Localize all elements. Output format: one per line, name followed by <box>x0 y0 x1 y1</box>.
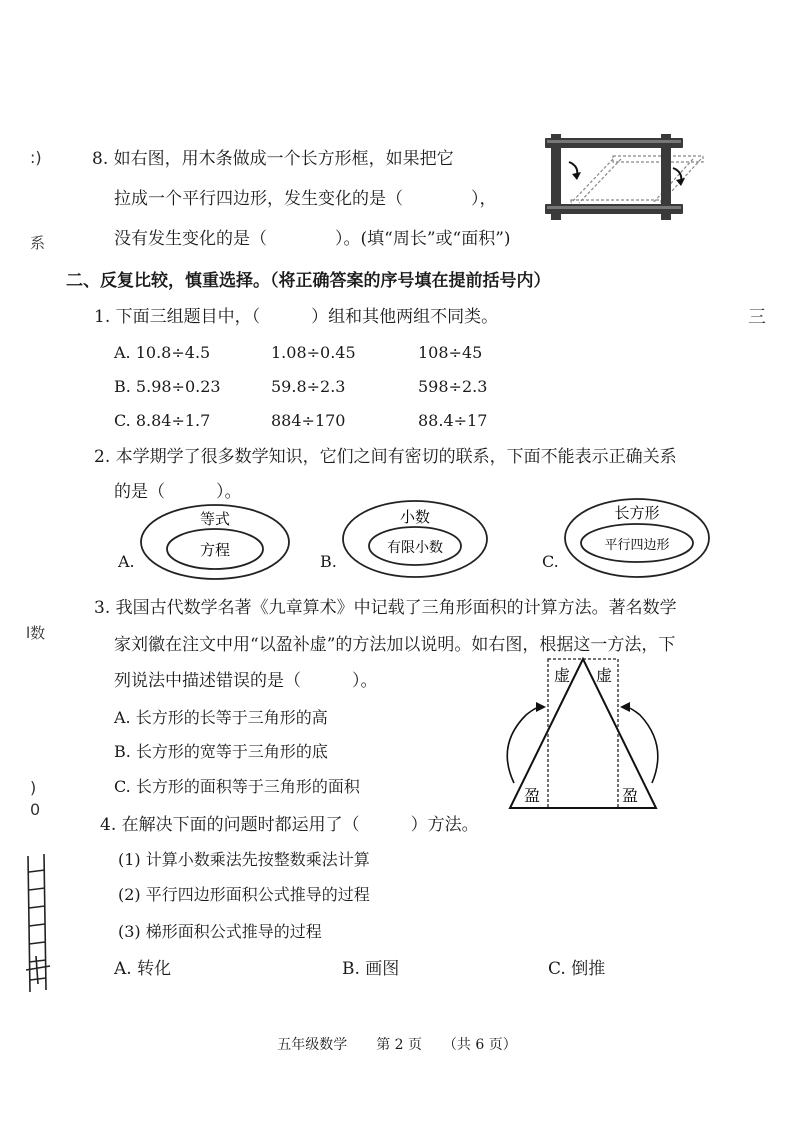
venn-diagram-c <box>562 496 712 580</box>
q1-stem: 1. 下面三组题目中，（ ）组和其他两组不同类。 <box>94 307 499 327</box>
margin-grid-mark <box>24 852 54 997</box>
q1-option: 598÷2.3 <box>418 377 488 396</box>
margin-mark: 系 <box>30 234 46 252</box>
venn-c-inner-label: 平行四边形 <box>604 538 670 553</box>
q4-option-a: A. 转化 <box>114 959 172 979</box>
margin-mark: 三 <box>748 307 766 328</box>
q2-option-a-letter: A. <box>118 552 135 571</box>
q2-line-2: 的是（ ）。 <box>114 482 242 502</box>
q3-option-b: B. 长方形的宽等于三角形的底 <box>114 742 328 761</box>
q1-option: 1.08÷0.45 <box>271 343 356 362</box>
q8-line-2: 拉成一个平行四边形，发生变化的是（ ）， <box>114 189 497 209</box>
section-2-heading: 二、反复比较，慎重选择。（将正确答案的序号填在提前括号内） <box>66 271 551 291</box>
q1-option: 88.4÷17 <box>418 411 488 430</box>
q1-option: C. 8.84÷1.7 <box>114 411 211 430</box>
q4-option-b: B. 画图 <box>342 959 400 979</box>
xu-left-label: 虚 <box>553 666 571 685</box>
q3-option-a: A. 长方形的长等于三角形的高 <box>114 708 328 727</box>
footer-page-number: 第 2 页 <box>376 1037 422 1053</box>
margin-mark: :) <box>30 148 42 167</box>
q4-item: (3) 梯形面积公式推导的过程 <box>118 922 322 941</box>
footer-total-pages: （共 6 页） <box>442 1037 517 1053</box>
venn-b-outer-label: 小数 <box>399 508 431 526</box>
q3-line-1: 3. 我国古代数学名著《九章算术》中记载了三角形面积的计算方法。著名数学 <box>94 598 677 618</box>
page-footer <box>0 1036 794 1054</box>
margin-mark: 0 <box>30 800 41 819</box>
q4-stem: 4. 在解决下面的问题时都运用了（ ）方法。 <box>100 815 479 835</box>
margin-mark: l数 <box>26 624 46 642</box>
q4-item: (1) 计算小数乘法先按整数乘法计算 <box>118 850 370 869</box>
venn-diagram-b <box>340 498 490 580</box>
q3-line-2: 家刘徽在注文中用“以盈补虚”的方法加以说明。如右图，根据这一方法，下 <box>114 635 676 655</box>
venn-b-inner-label: 有限小数 <box>387 540 443 556</box>
q4-item: (2) 平行四边形面积公式推导的过程 <box>118 885 370 904</box>
wooden-frame-figure <box>543 132 713 224</box>
q4-option-c: C. 倒推 <box>548 959 606 979</box>
q3-option-c: C. 长方形的面积等于三角形的面积 <box>114 777 360 796</box>
q8-line-1: 8. 如右图，用木条做成一个长方形框，如果把它 <box>92 149 454 169</box>
q2-option-c-letter: C. <box>542 552 559 571</box>
venn-a-inner-label: 方程 <box>199 541 231 559</box>
q2-line-1: 2. 本学期学了很多数学知识，它们之间有密切的联系，下面不能表示正确关系 <box>94 447 677 467</box>
q1-option: 108÷45 <box>418 343 483 362</box>
xu-right-label: 虚 <box>595 666 613 685</box>
q1-option: B. 5.98÷0.23 <box>114 377 221 396</box>
q1-option: A. 10.8÷4.5 <box>114 343 211 362</box>
venn-c-outer-label: 长方形 <box>614 504 660 522</box>
margin-mark: ) <box>30 778 37 797</box>
venn-diagram-a <box>138 502 292 582</box>
q1-option: 884÷170 <box>271 411 346 430</box>
q2-option-b-letter: B. <box>320 552 337 571</box>
ying-left-label: 盈 <box>523 786 541 805</box>
q3-line-3: 列说法中描述错误的是（ ）。 <box>114 671 378 691</box>
triangle-rectangle-figure <box>500 655 670 815</box>
q8-line-3: 没有发生变化的是（ ）。(填“周长”或“面积”) <box>114 229 511 249</box>
ying-right-label: 盈 <box>621 786 639 805</box>
q1-option: 59.8÷2.3 <box>271 377 346 396</box>
footer-subject: 五年级数学 <box>277 1037 348 1053</box>
venn-a-outer-label: 等式 <box>199 510 231 528</box>
